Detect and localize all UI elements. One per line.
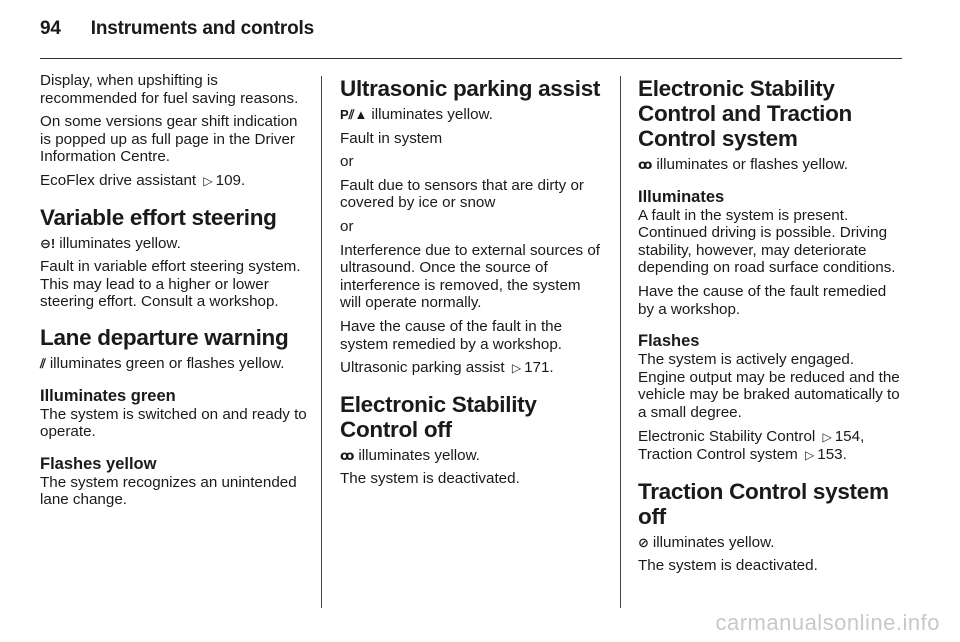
page-title: Instruments and controls: [90, 18, 314, 39]
watermark: carmanualsonline.info: [715, 610, 940, 635]
heading-traction-control-off: Traction Control system off: [638, 478, 889, 529]
subheading-illuminates: Illuminates: [638, 187, 725, 206]
paragraph: Display, when upshifting is recommended for fuel saving reasons.: [40, 72, 299, 107]
heading-ultrasonic-parking-assist: Ultrasonic parking assist: [340, 76, 601, 101]
paragraph: The system is deactivated.: [340, 470, 520, 488]
parking-assist-icon: P⫽▲: [340, 107, 368, 122]
subheading-flashes: Flashes: [638, 332, 700, 351]
ref-page[interactable]: 171.: [524, 359, 554, 377]
heading-esc-off: Electronic Stability Control off: [340, 391, 537, 442]
paragraph: The system is deactivated.: [638, 557, 818, 575]
indicator-line: [40, 355, 308, 373]
paragraph: A fault in the system is present. Continued driving is possible. Driving stability, however, may deteriorate depending on road surface conditions.: [638, 206, 896, 277]
column-2: [340, 72, 605, 494]
paragraph: or: [340, 153, 354, 171]
heading-variable-effort-steering: Variable effort steering: [40, 204, 277, 230]
page-header: [40, 18, 314, 40]
paragraph: Have the cause of the fault in the system remedied by a workshop.: [340, 317, 563, 353]
paragraph: Fault due to sensors that are dirty or covered by ice or snow: [340, 176, 584, 212]
indicator-line: [638, 156, 904, 174]
esc-off-icon: ꝏ: [340, 447, 355, 463]
indicator-text: illuminates yellow.: [358, 446, 480, 464]
ref-page[interactable]: 109.: [215, 171, 246, 189]
steering-warning-icon: ⊖!: [40, 235, 56, 251]
indicator-line: [340, 106, 605, 124]
ref-page[interactable]: 154,: [834, 427, 865, 445]
paragraph: Fault in variable effort steering system. This may lead to a higher or lower steering effort. Consult a workshop.: [40, 258, 301, 311]
cross-reference: [340, 359, 605, 378]
subheading-flashes-yellow: Flashes yellow: [40, 454, 157, 473]
indicator-text: illuminates green or flashes yellow.: [49, 354, 285, 372]
column-divider: [321, 76, 322, 608]
header-rule: [40, 58, 902, 59]
paragraph: The system is switched on and ready to operate.: [40, 405, 307, 441]
page-number: 94: [40, 18, 61, 39]
paragraph: or: [340, 217, 354, 235]
paragraph: The system recognizes an unintended lane change.: [40, 473, 297, 509]
paragraph: Interference due to external sources of ultrasound. Once the source of interference is removed, the system will operate normally.: [340, 241, 601, 312]
reference-arrow-icon: ▷: [822, 429, 832, 444]
reference-arrow-icon: ▷: [805, 448, 815, 463]
ref-text: Traction Control system: [638, 446, 798, 464]
column-1: [40, 72, 308, 515]
paragraph: Fault in system: [340, 129, 443, 147]
subheading-illuminates-green: Illuminates green: [40, 386, 176, 405]
ref-page[interactable]: 153.: [817, 446, 847, 464]
ref-text: Ultrasonic parking assist: [340, 359, 505, 377]
traction-off-icon: ⊘: [638, 534, 649, 550]
cross-reference: [40, 172, 308, 191]
heading-lane-departure-warning: Lane departure warning: [40, 324, 289, 350]
reference-arrow-icon: ▷: [203, 173, 213, 188]
cross-reference: [638, 428, 904, 465]
indicator-text: illuminates yellow.: [371, 106, 493, 123]
ref-text: Electronic Stability Control: [638, 427, 816, 445]
indicator-line: [40, 235, 308, 253]
indicator-text: illuminates yellow.: [59, 234, 181, 252]
lane-departure-icon: ⫽: [40, 355, 46, 371]
paragraph: The system is actively engaged. Engine output may be reduced and the vehicle may be braked automatically to a small degree.: [638, 351, 900, 421]
column-3: [638, 72, 904, 581]
paragraph: On some versions gear shift indication is popped up as full page in the Driver Information Centre.: [40, 113, 298, 166]
reference-arrow-icon: ▷: [511, 361, 522, 376]
ref-text: EcoFlex drive assistant: [40, 171, 197, 189]
indicator-text: illuminates or flashes yellow.: [656, 156, 849, 173]
heading-esc-tc: Electronic Stability Control and Traction Control system: [638, 76, 853, 151]
paragraph: Have the cause of the fault remedied by a workshop.: [638, 282, 887, 318]
indicator-line: [340, 447, 605, 465]
esc-icon: ꝏ: [638, 157, 653, 172]
indicator-text: illuminates yellow.: [652, 533, 775, 551]
indicator-line: [638, 534, 904, 552]
column-divider: [620, 76, 621, 608]
